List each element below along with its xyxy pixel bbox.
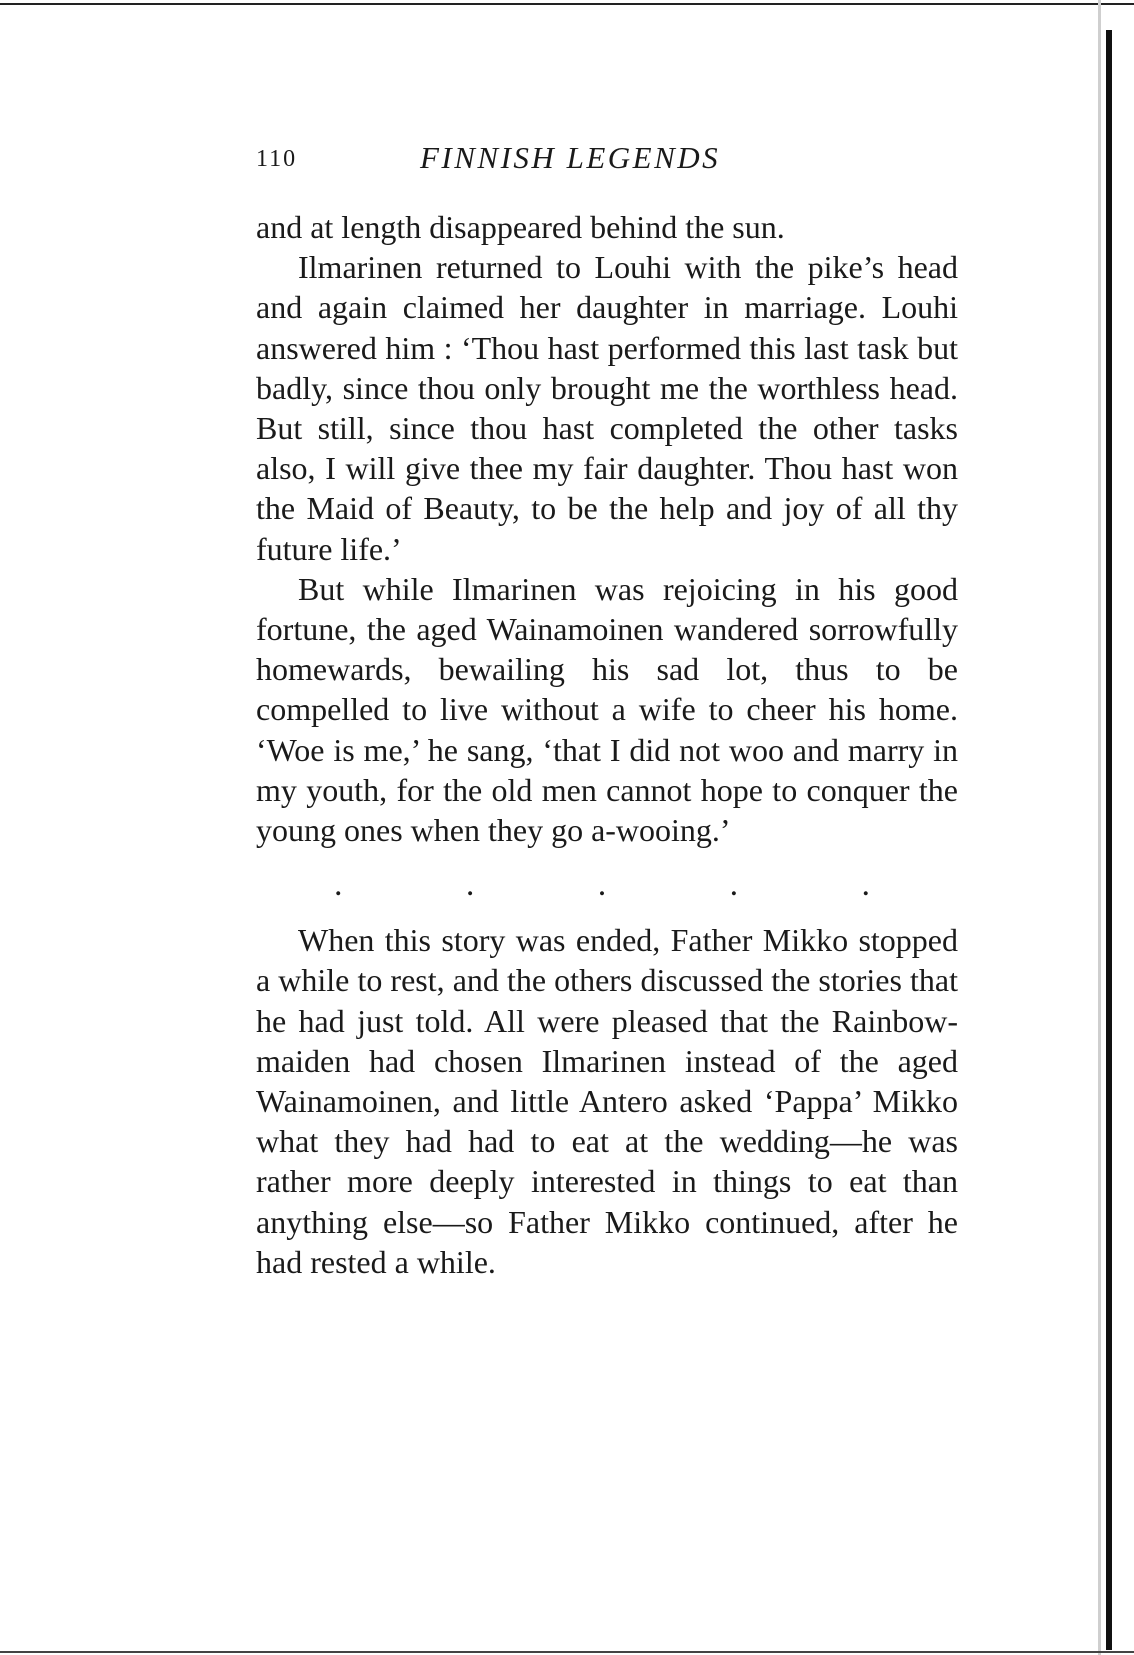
section-break <box>256 850 958 920</box>
section-break-dot: . <box>334 866 343 904</box>
paragraph-story-ended: When this story was ended, Father Mikko stopped a while to rest, and the others discussed the stories that he had just told. All were pleased that the Rainbow-maiden had chosen Ilmarinen instead of the aged Wainamoinen, and little Antero asked ‘Pappa’ Mikko what they had had to eat at the wedding—he was rather more deeply interested in things to eat than anything else—so Father Mikko continued, after he had rested a while. <box>256 922 958 1280</box>
running-title: FINNISH LEGENDS <box>420 140 721 175</box>
section-break-dot: . <box>465 866 475 904</box>
section-break-dot: . <box>597 866 607 904</box>
paragraph-wainamoinen-wandered: But while Ilmarinen was rejoicing in his good fortune, the aged Wainamoinen wandered sorrowfully homewards, bewailing his sad lot, thus to be compelled to live without a wife to cheer his home. ‘Woe is me,’ he sang, ‘that I did not woo and marry in my youth, for the old men cannot hope to conquer the young ones when they go a-wooing.’ <box>256 570 958 849</box>
section-break-dot: . <box>729 866 739 904</box>
top-page-edge <box>0 3 1134 5</box>
section-break-dot: . <box>861 866 870 904</box>
paragraph-continuation: and at length disappeared behind the sun. <box>256 209 785 245</box>
page-header <box>256 140 956 184</box>
body-text <box>256 207 958 1282</box>
binding-shadow <box>1098 0 1101 1655</box>
paragraph-ilmarinen-returned: Ilmarinen returned to Louhi with the pike’s head and again claimed her daughter in marriage. Louhi answered him : ‘Thou hast performed this last task but badly, since thou only brought me the worthless head. But still, since thou hast completed the other tasks also, I will give thee my fair daughter. Thou hast won the Maid of Beauty, to be the help and joy of all thy future life.’ <box>256 249 958 567</box>
bottom-page-edge <box>0 1651 1134 1653</box>
page-number: 110 <box>256 146 298 172</box>
binding-edge <box>1106 30 1112 1650</box>
